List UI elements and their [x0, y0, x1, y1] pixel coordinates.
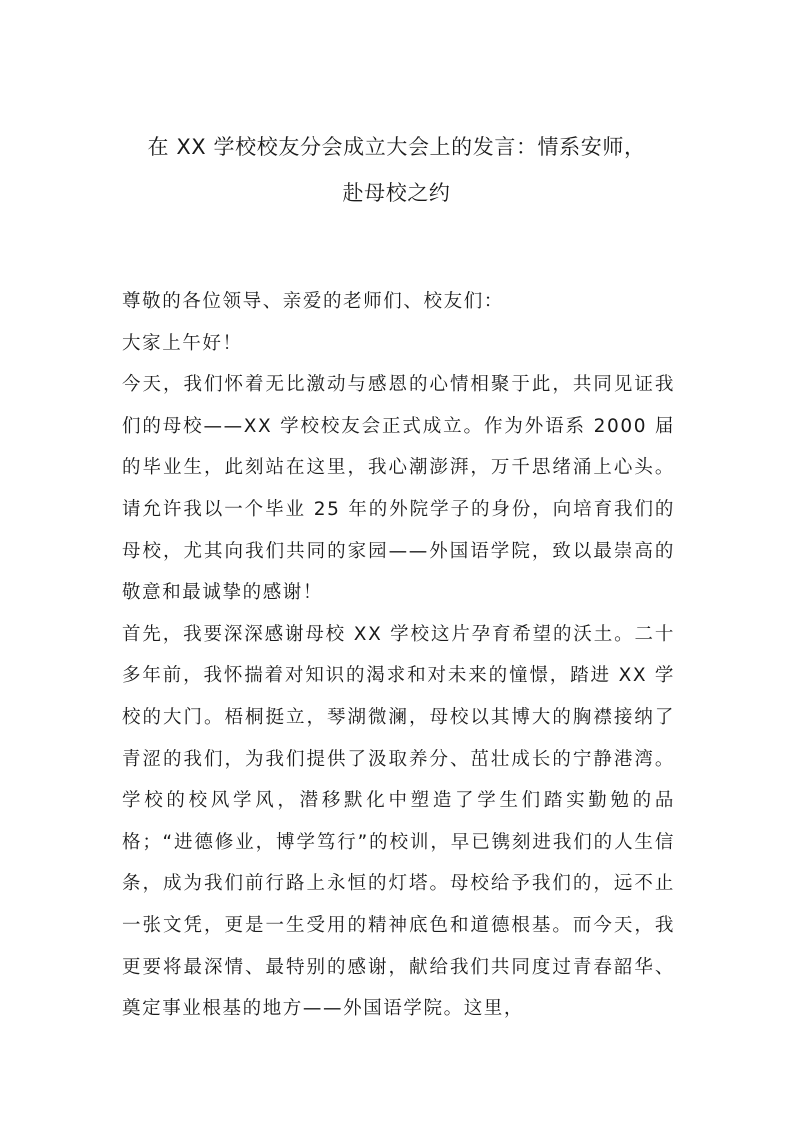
salutation: 尊敬的各位领导、亲爱的老师们、校友们： — [122, 291, 504, 312]
document-title — [110, 124, 683, 216]
title-line-1: 在 XX 学校校友分会成立大会上的发言：情系安师， — [147, 135, 646, 159]
paragraph-intro: 今天，我们怀着无比激动与感恩的心情相聚于此，共同见证我们的母校——XX 学校校友会正式成立。作为外语系 2000 届的毕业生，此刻站在这里，我心潮澎湃，万千思绪涌上心头。请允许我以一个毕业 25 年的外院学子的身份，向培育我们的母校，尤其向我们共同的家园——外国语学院，致以最崇高的敬意和最诚挚的感谢！ — [122, 374, 675, 604]
greeting: 大家上午好！ — [122, 332, 243, 354]
title-line-2: 赴母校之约 — [342, 181, 451, 205]
paragraph-thanks: 首先，我要深深感谢母校 XX 学校这片孕育希望的沃土。二十多年前，我怀揣着对知识的渴求和对未来的憧憬，踏进 XX 学校的大门。梧桐挺立，琴湖微澜，母校以其博大的胸襟接纳了青涩的我们，为我们提供了汲取养分、茁壮成长的宁静港湾。学校的校风学风，潜移默化中塑造了学生们踏实勤勉的品格；“进德修业，博学笃行”的校训，早已镌刻进我们的人生信条，成为我们前行路上永恒的灯塔。母校给予我们的，远不止一张文凭，更是一生受用的精神底色和道德根基。而今天，我更要将最深情、最特别的感谢，献给我们共同度过青春韶华、奠定事业根基的地方——外国语学院。这里， — [122, 623, 675, 1020]
document-body — [122, 281, 675, 1030]
